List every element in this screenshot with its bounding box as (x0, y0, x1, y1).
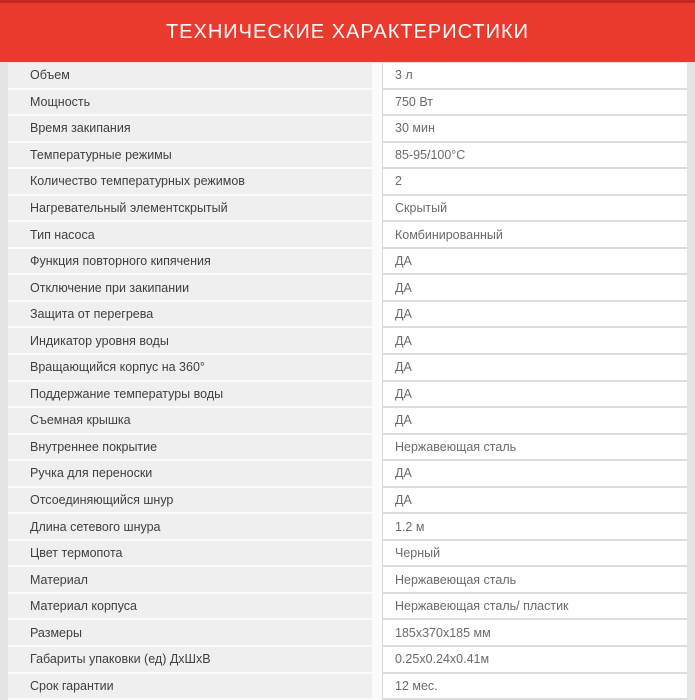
spec-label-cell (8, 541, 372, 568)
spec-value-cell (382, 541, 687, 568)
column-gap (372, 169, 382, 196)
column-gap (372, 116, 382, 143)
spec-value: ДА (395, 493, 412, 508)
spec-label-cell (8, 435, 372, 462)
spec-row (8, 169, 687, 196)
header-banner (0, 0, 695, 62)
spec-row (8, 222, 687, 249)
spec-label-cell (8, 355, 372, 382)
spec-value-cell (382, 435, 687, 462)
column-gap (372, 143, 382, 170)
spec-value-cell (382, 222, 687, 249)
spec-value: Нержавеющая сталь (395, 439, 517, 454)
spec-value-cell (382, 116, 687, 143)
spec-label: Защита от перегрева (30, 307, 154, 322)
spec-label-cell (8, 302, 372, 329)
spec-label-cell (8, 249, 372, 276)
spec-row (8, 382, 687, 409)
spec-row (8, 620, 687, 647)
spec-row (8, 647, 687, 674)
spec-value: ДА (395, 307, 412, 322)
spec-value: ДА (395, 360, 412, 375)
spec-value-cell (382, 143, 687, 170)
spec-label: Объем (30, 68, 70, 83)
spec-row (8, 514, 687, 541)
spec-value-cell (382, 355, 687, 382)
spec-row (8, 143, 687, 170)
spec-label: Отключение при закипании (30, 280, 190, 295)
column-gap (372, 461, 382, 488)
spec-row (8, 594, 687, 621)
spec-label: Время закипания (30, 121, 131, 136)
column-gap (372, 196, 382, 223)
spec-label-cell (8, 408, 372, 435)
spec-row (8, 275, 687, 302)
spec-value: Черный (395, 546, 441, 561)
column-gap (372, 620, 382, 647)
spec-value: Комбинированный (395, 227, 503, 242)
column-gap (372, 382, 382, 409)
spec-row (8, 355, 687, 382)
spec-value-cell (382, 594, 687, 621)
spec-table (8, 63, 687, 700)
spec-value: Нержавеющая сталь/ пластик (395, 599, 569, 614)
spec-label: Вращающийся корпус на 360° (30, 360, 205, 375)
spec-label-cell (8, 90, 372, 117)
spec-value: 750 Вт (395, 94, 433, 109)
spec-label: Количество температурных режимов (30, 174, 245, 189)
spec-label-cell (8, 169, 372, 196)
spec-value-cell (382, 488, 687, 515)
spec-value: ДА (395, 254, 412, 269)
spec-label-cell (8, 382, 372, 409)
column-gap (372, 514, 382, 541)
column-gap (372, 90, 382, 117)
spec-label: Размеры (30, 625, 82, 640)
spec-label-cell (8, 674, 372, 700)
column-gap (372, 408, 382, 435)
spec-value: 85-95/100°С (395, 147, 466, 162)
spec-label: Отсоединяющийся шнур (30, 493, 174, 508)
spec-value-cell (382, 275, 687, 302)
spec-label: Нагревательный элементскрытый (30, 201, 228, 215)
spec-label: Материал корпуса (30, 599, 138, 614)
spec-label-cell (8, 567, 372, 594)
spec-value: 30 мин (395, 121, 435, 136)
spec-label: Ручка для переноски (30, 466, 153, 481)
spec-value: 3 л (395, 68, 413, 83)
column-gap (372, 594, 382, 621)
spec-value: 185х370х185 мм (395, 625, 491, 640)
column-gap (372, 222, 382, 249)
spec-label-cell (8, 594, 372, 621)
spec-row (8, 196, 687, 223)
column-gap (372, 541, 382, 568)
spec-label: Мощность (30, 94, 91, 109)
column-gap (372, 63, 382, 90)
spec-row (8, 116, 687, 143)
spec-label: Габариты упаковки (ед) ДхШхВ (30, 652, 211, 667)
spec-label: Функция повторного кипячения (30, 254, 211, 269)
spec-label-cell (8, 63, 372, 90)
spec-value-cell (382, 567, 687, 594)
spec-row (8, 408, 687, 435)
spec-label-cell (8, 143, 372, 170)
spec-value-cell (382, 196, 687, 223)
spec-row (8, 90, 687, 117)
spec-value-cell (382, 674, 687, 700)
spec-label: Срок гарантии (30, 678, 114, 693)
spec-value-cell (382, 302, 687, 329)
column-gap (372, 488, 382, 515)
spec-label-cell (8, 275, 372, 302)
spec-value-cell (382, 514, 687, 541)
spec-row (8, 488, 687, 515)
spec-value-cell (382, 63, 687, 90)
spec-row (8, 249, 687, 276)
spec-value: Скрытый (395, 201, 448, 215)
column-gap (372, 328, 382, 355)
spec-value: Нержавеющая сталь (395, 572, 517, 587)
column-gap (372, 302, 382, 329)
spec-row (8, 674, 687, 700)
column-gap (372, 567, 382, 594)
spec-value-cell (382, 90, 687, 117)
spec-label: Поддержание температуры воды (30, 386, 224, 401)
spec-label: Внутреннее покрытие (30, 439, 158, 454)
spec-value-cell (382, 328, 687, 355)
spec-row (8, 63, 687, 90)
spec-row (8, 328, 687, 355)
column-gap (372, 249, 382, 276)
spec-value-cell (382, 647, 687, 674)
spec-value-cell (382, 169, 687, 196)
spec-label: Цвет термопота (30, 546, 123, 561)
spec-value: 12 мес. (395, 678, 438, 693)
spec-label-cell (8, 620, 372, 647)
column-gap (372, 674, 382, 700)
spec-value: ДА (395, 413, 412, 428)
spec-value-cell (382, 461, 687, 488)
spec-label: Индикатор уровня воды (30, 333, 169, 348)
spec-row (8, 567, 687, 594)
column-gap (372, 355, 382, 382)
column-gap (372, 275, 382, 302)
spec-value-cell (382, 408, 687, 435)
spec-value-cell (382, 382, 687, 409)
spec-value: 1.2 м (395, 519, 425, 534)
spec-row (8, 435, 687, 462)
spec-label-cell (8, 488, 372, 515)
spec-row (8, 302, 687, 329)
spec-label-cell (8, 647, 372, 674)
spec-label-cell (8, 461, 372, 488)
spec-value: ДА (395, 280, 412, 295)
column-gap (372, 647, 382, 674)
spec-value: 2 (395, 174, 402, 189)
spec-value: 0.25х0.24х0.41м (395, 652, 490, 667)
spec-label-cell (8, 196, 372, 223)
column-gap (372, 435, 382, 462)
spec-label: Температурные режимы (30, 147, 172, 162)
spec-label-cell (8, 328, 372, 355)
spec-row (8, 461, 687, 488)
spec-label: Длина сетевого шнура (30, 519, 161, 534)
spec-value: ДА (395, 386, 412, 401)
spec-value: ДА (395, 333, 412, 348)
spec-label: Съемная крышка (30, 413, 131, 428)
spec-value: ДА (395, 466, 412, 481)
spec-label: Материал (30, 572, 88, 587)
spec-label-cell (8, 514, 372, 541)
spec-label-cell (8, 116, 372, 143)
spec-value-cell (382, 249, 687, 276)
page-title: ТЕХНИЧЕСКИЕ ХАРАКТЕРИСТИКИ (165, 21, 530, 43)
spec-value-cell (382, 620, 687, 647)
spec-label: Тип насоса (30, 227, 95, 242)
spec-label-cell (8, 222, 372, 249)
spec-row (8, 541, 687, 568)
